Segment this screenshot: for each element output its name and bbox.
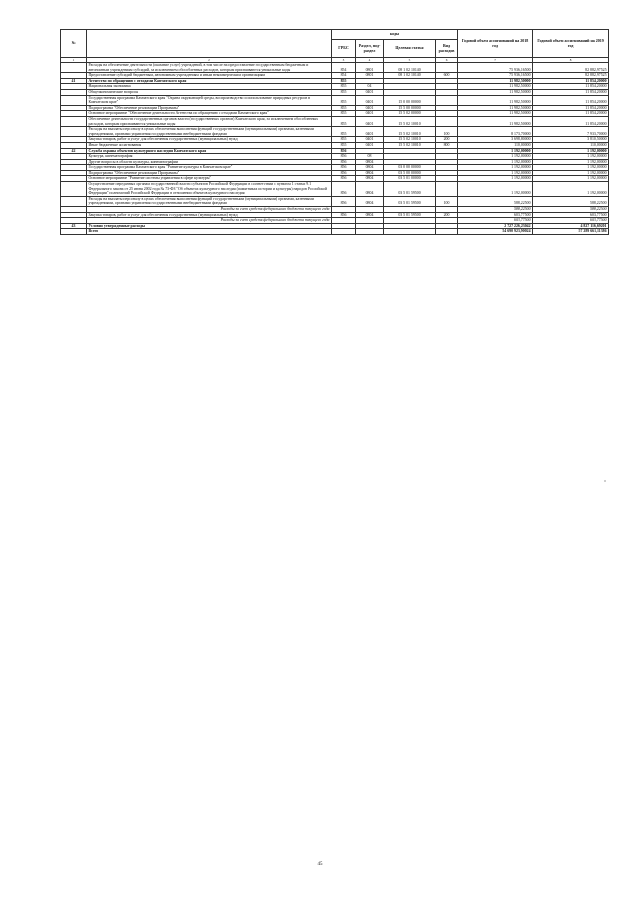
row-amount-2019: 4 827 116,69201 — [533, 223, 609, 229]
row-amount-2019: 1 192,00000 — [533, 154, 609, 160]
row-razdel: 0401 — [356, 95, 384, 105]
row-grbs: 855 — [332, 116, 356, 126]
row-expense-type — [436, 63, 458, 73]
row-amount-2018: 588,22500 — [458, 207, 533, 213]
row-amount-2018: 8 173,70000 — [458, 127, 533, 137]
row-target-article: 15 5 02 10010 — [384, 142, 436, 148]
row-amount-2018: 603,77500 — [458, 212, 533, 218]
header-year-2018: Годовой объем ассигнований на 2018 год — [458, 30, 533, 58]
row-amount-2018: 1 192,00000 — [458, 154, 533, 160]
header-grbs: ГРБС — [332, 40, 356, 58]
row-name: Национальная экономика — [87, 84, 332, 90]
row-name: Подпрограмма "Обеспечение реализации Программы" — [87, 170, 332, 176]
row-target-article: 15 5 02 10010 — [384, 137, 436, 143]
row-name: Служба охраны объектов культурного наследия Камчатского края — [87, 148, 332, 154]
row-amount-2018: 3 698,80000 — [458, 137, 533, 143]
row-grbs: 856 — [332, 212, 356, 218]
row-grbs: 856 — [332, 196, 356, 206]
row-expense-type — [436, 229, 458, 235]
footnote-mark: " — [604, 481, 607, 486]
row-amount-2018: 1 192,00000 — [458, 176, 533, 182]
row-amount-2019: 1 192,00000 — [533, 170, 609, 176]
row-grbs: 855 — [332, 89, 356, 95]
row-name: Другие вопросы в области культуры, кинематографии — [87, 159, 332, 165]
row-expense-type: 200 — [436, 212, 458, 218]
row-grbs: 855 — [332, 84, 356, 90]
row-amount-2019: 1 192,00000 — [533, 165, 609, 171]
row-grbs: 854 — [332, 63, 356, 73]
row-razdel: 0804 — [356, 196, 384, 206]
row-name: Расходы на выплаты персоналу в целях обеспечения выполнения функций государственными (муниципальными) органами, казенными учреждениями, органами управления государственными внебюджетными фондами — [87, 196, 332, 206]
header-expense-type: Вид расходов — [436, 40, 458, 58]
row-razdel: 08 — [356, 154, 384, 160]
row-amount-2018: 1 192,00000 — [458, 165, 533, 171]
row-expense-type: 100 — [436, 127, 458, 137]
row-amount-2019: 603,77500 — [533, 212, 609, 218]
row-target-article — [384, 229, 436, 235]
budget-table-container — [60, 29, 608, 235]
row-target-article: 15 5 02 00000 — [384, 111, 436, 117]
row-grbs: 854 — [332, 73, 356, 79]
row-razdel: 0801 — [356, 63, 384, 73]
row-grbs: 855 — [332, 111, 356, 117]
column-number: 8 — [533, 58, 609, 63]
budget-table — [60, 29, 609, 235]
row-razdel: 0401 — [356, 89, 384, 95]
row-amount-2019: 11 854,20000 — [533, 84, 609, 90]
row-target-article: 15 5 02 10010 — [384, 116, 436, 126]
row-grbs: 856 — [332, 182, 356, 197]
row-razdel: 0804 — [356, 170, 384, 176]
row-grbs: 856 — [332, 154, 356, 160]
row-razdel: 0804 — [356, 165, 384, 171]
row-razdel: 0804 — [356, 176, 384, 182]
row-number: 42 — [61, 148, 87, 154]
row-amount-2019: 1 192,00000 — [533, 159, 609, 165]
row-number — [61, 196, 87, 206]
row-amount-2019: 11 854,20000 — [533, 116, 609, 126]
row-grbs: 855 — [332, 127, 356, 137]
header-num: № — [61, 30, 87, 58]
row-grbs — [332, 229, 356, 235]
row-amount-2019: 110,00000 — [533, 142, 609, 148]
row-razdel: 04 — [356, 84, 384, 90]
row-razdel: 0401 — [356, 111, 384, 117]
row-amount-2018: 75 936,16500 — [458, 73, 533, 79]
row-amount-2018: 1 192,00000 — [458, 148, 533, 154]
header-razdel: Раздел, под-раздел — [356, 40, 384, 58]
row-target-article: 08 1 02 10140 — [384, 63, 436, 73]
row-target-article: 03 5 00 00000 — [384, 170, 436, 176]
row-razdel: 0401 — [356, 116, 384, 126]
row-grbs: 855 — [332, 78, 356, 84]
row-grbs: 856 — [332, 176, 356, 182]
row-amount-2018: 1 192,00000 — [458, 182, 533, 197]
row-razdel: 0804 — [356, 212, 384, 218]
row-grbs: 856 — [332, 170, 356, 176]
row-razdel: 0401 — [356, 142, 384, 148]
header-year-2019: Годовой объем ассигнований на 2019 год — [533, 30, 609, 58]
row-name: Всего — [87, 229, 332, 235]
row-amount-2019: 1 192,00000 — [533, 182, 609, 197]
row-amount-2018: 11 982,50000 — [458, 116, 533, 126]
row-expense-type — [436, 182, 458, 197]
table-row — [61, 127, 609, 137]
row-number — [61, 229, 87, 235]
table-row — [61, 116, 609, 126]
row-amount-2018: 11 982,50000 — [458, 78, 533, 84]
row-amount-2018: 1 192,00000 — [458, 159, 533, 165]
row-name: Основное мероприятие "Обеспечение деятельности Агентства по обращению с отходами Камчатского края" — [87, 111, 332, 117]
row-amount-2018: 1 192,00000 — [458, 170, 533, 176]
row-number: 43 — [61, 223, 87, 229]
column-number: 7 — [458, 58, 533, 63]
row-grbs: 855 — [332, 105, 356, 111]
row-amount-2018: 11 982,50000 — [458, 95, 533, 105]
row-name: Расходы за счет средств федерального бюджета текущего года — [87, 207, 332, 213]
row-name: Агентство по обращению с отходами Камчатского края — [87, 78, 332, 84]
row-amount-2019: 82 882,97525 — [533, 73, 609, 79]
row-razdel: 0401 — [356, 105, 384, 111]
row-number — [61, 63, 87, 73]
table-row — [61, 63, 609, 73]
row-name: Предоставление субсидий бюджетным, автономным учреждениям и иным некоммерческим организациям — [87, 73, 332, 79]
row-amount-2019: 11 854,20000 — [533, 111, 609, 117]
column-number: 6 — [436, 58, 458, 63]
header-target-article: Целевая статья — [384, 40, 436, 58]
row-target-article: 03 5 01 00000 — [384, 176, 436, 182]
row-name: Расходы на выплаты персоналу в целях обеспечения выполнения функций государственными (муниципальными) органами, казенными учреждениями, органами управления государственными внебюджетными фондами — [87, 127, 332, 137]
row-name: Обеспечение деятельности государственных органов власти (государственных органов) Камчатского края, за исключением обособленных расходов, которым присваиваются уникальные коды — [87, 116, 332, 126]
table-body — [61, 63, 609, 235]
row-amount-2019: 11 854,20000 — [533, 78, 609, 84]
row-amount-2018: 2 727 226,23042 — [458, 223, 533, 229]
row-number — [61, 182, 87, 197]
row-name: Общеэкономические вопросы — [87, 89, 332, 95]
row-amount-2018: 110,00000 — [458, 142, 533, 148]
row-razdel: 0801 — [356, 73, 384, 79]
row-grbs: 855 — [332, 95, 356, 105]
row-target-article: 03 5 01 59500 — [384, 182, 436, 197]
row-target-article: 08 1 02 10140 — [384, 73, 436, 79]
row-expense-type: 200 — [436, 137, 458, 143]
row-expense-type — [436, 116, 458, 126]
row-expense-type — [436, 95, 458, 105]
column-number: 1 — [61, 58, 87, 63]
table-row — [61, 196, 609, 206]
row-target-article: 15 5 02 10010 — [384, 127, 436, 137]
row-amount-2019: 7 933,70000 — [533, 127, 609, 137]
row-amount-2019: 1 192,00000 — [533, 176, 609, 182]
header-name — [87, 30, 332, 58]
row-amount-2018: 11 982,50000 — [458, 105, 533, 111]
row-name: Государственная программа Камчатского края "Охрана окружающей среды, воспроизводство и использование природных ресурсов в Камчатском крае" — [87, 95, 332, 105]
table-row — [61, 182, 609, 197]
row-amount-2019: 82 882,97525 — [533, 63, 609, 73]
row-target-article: 15 0 00 00000 — [384, 95, 436, 105]
column-number: 5 — [384, 58, 436, 63]
row-target-article: 03 5 01 59500 — [384, 212, 436, 218]
row-number — [61, 127, 87, 137]
row-amount-2019: 3 810,50000 — [533, 137, 609, 143]
row-name: Закупка товаров, работ и услуг для обеспечения государственных (муниципальных) нужд — [87, 137, 332, 143]
row-expense-type: 800 — [436, 142, 458, 148]
row-amount-2018: 11 982,50000 — [458, 111, 533, 117]
row-number — [61, 116, 87, 126]
row-grbs: 855 — [332, 137, 356, 143]
row-expense-type: 100 — [436, 196, 458, 206]
row-grbs: 856 — [332, 159, 356, 165]
row-amount-2019: 603,77500 — [533, 218, 609, 224]
row-amount-2018: 11 982,50000 — [458, 84, 533, 90]
row-name: Государственная программа Камчатского края "Развитие культуры в Камчатском крае" — [87, 165, 332, 171]
row-grbs: 855 — [332, 142, 356, 148]
row-grbs: 856 — [332, 165, 356, 171]
row-amount-2019: 11 854,20000 — [533, 105, 609, 111]
row-amount-2018: 603,77500 — [458, 218, 533, 224]
table-row — [61, 229, 609, 235]
header-codes-group: коды — [332, 30, 458, 40]
row-amount-2019: 588,22500 — [533, 196, 609, 206]
table-row — [61, 95, 609, 105]
row-name: Культура, кинематография — [87, 154, 332, 160]
row-amount-2019: 11 854,20000 — [533, 89, 609, 95]
row-target-article: 03 0 00 00000 — [384, 165, 436, 171]
row-amount-2019: 11 854,20000 — [533, 95, 609, 105]
row-razdel: 0401 — [356, 127, 384, 137]
row-name: Основное мероприятие "Развитие системы управления в сфере культуры" — [87, 176, 332, 182]
row-name: Подпрограмма "Обеспечение реализации Программы" — [87, 105, 332, 111]
row-name: Условно утвержденные расходы — [87, 223, 332, 229]
row-amount-2019: 1 192,00000 — [533, 148, 609, 154]
row-target-article: 03 5 01 59500 — [384, 196, 436, 206]
page-number: 45 — [317, 862, 323, 867]
row-number — [61, 95, 87, 105]
row-razdel: 0804 — [356, 159, 384, 165]
row-name: Иные бюджетные ассигнования — [87, 142, 332, 148]
row-name: Расходы на обеспечение деятельности (оказание услуг) учреждений, в том числе на предоставление государственным бюджетным и автономным учреждениям субсидий, за исключением обособленных расходов, которым присваиваются уникальные коды — [87, 63, 332, 73]
row-name: Осуществление переданных органам государственной власти субъектов Российской Федерации в соответствии с пунктом 1 статьи 9.1 Федерального закона от 25 июня 2002 года № 73-ФЗ "Об объектах культурного наследия (памятниках истории и культуры) народов Российской Федерации" полномочий Российской Федерации в отношении объектов культурного наследия — [87, 182, 332, 197]
column-number: 4 — [356, 58, 384, 63]
row-amount-2018: 11 982,50000 — [458, 89, 533, 95]
row-amount-2019: 588,22500 — [533, 207, 609, 213]
row-amount-2018: 588,22500 — [458, 196, 533, 206]
row-amount-2018: 54 690 923,90024 — [458, 229, 533, 235]
row-name: Закупка товаров, работ и услуг для обеспечения государственных (муниципальных) нужд — [87, 212, 332, 218]
row-expense-type: 600 — [436, 73, 458, 79]
column-number: 2 — [87, 58, 332, 63]
row-razdel: 0804 — [356, 182, 384, 197]
row-number: 41 — [61, 78, 87, 84]
row-name: Расходы за счет средств федерального бюджета текущего года — [87, 218, 332, 224]
row-razdel: 0401 — [356, 137, 384, 143]
row-amount-2018: 75 936,16500 — [458, 63, 533, 73]
column-number: 3 — [332, 58, 356, 63]
row-razdel — [356, 229, 384, 235]
row-amount-2019: 57 289 661,11386 — [533, 229, 609, 235]
row-grbs: 856 — [332, 148, 356, 154]
row-target-article: 15 5 00 00000 — [384, 105, 436, 111]
